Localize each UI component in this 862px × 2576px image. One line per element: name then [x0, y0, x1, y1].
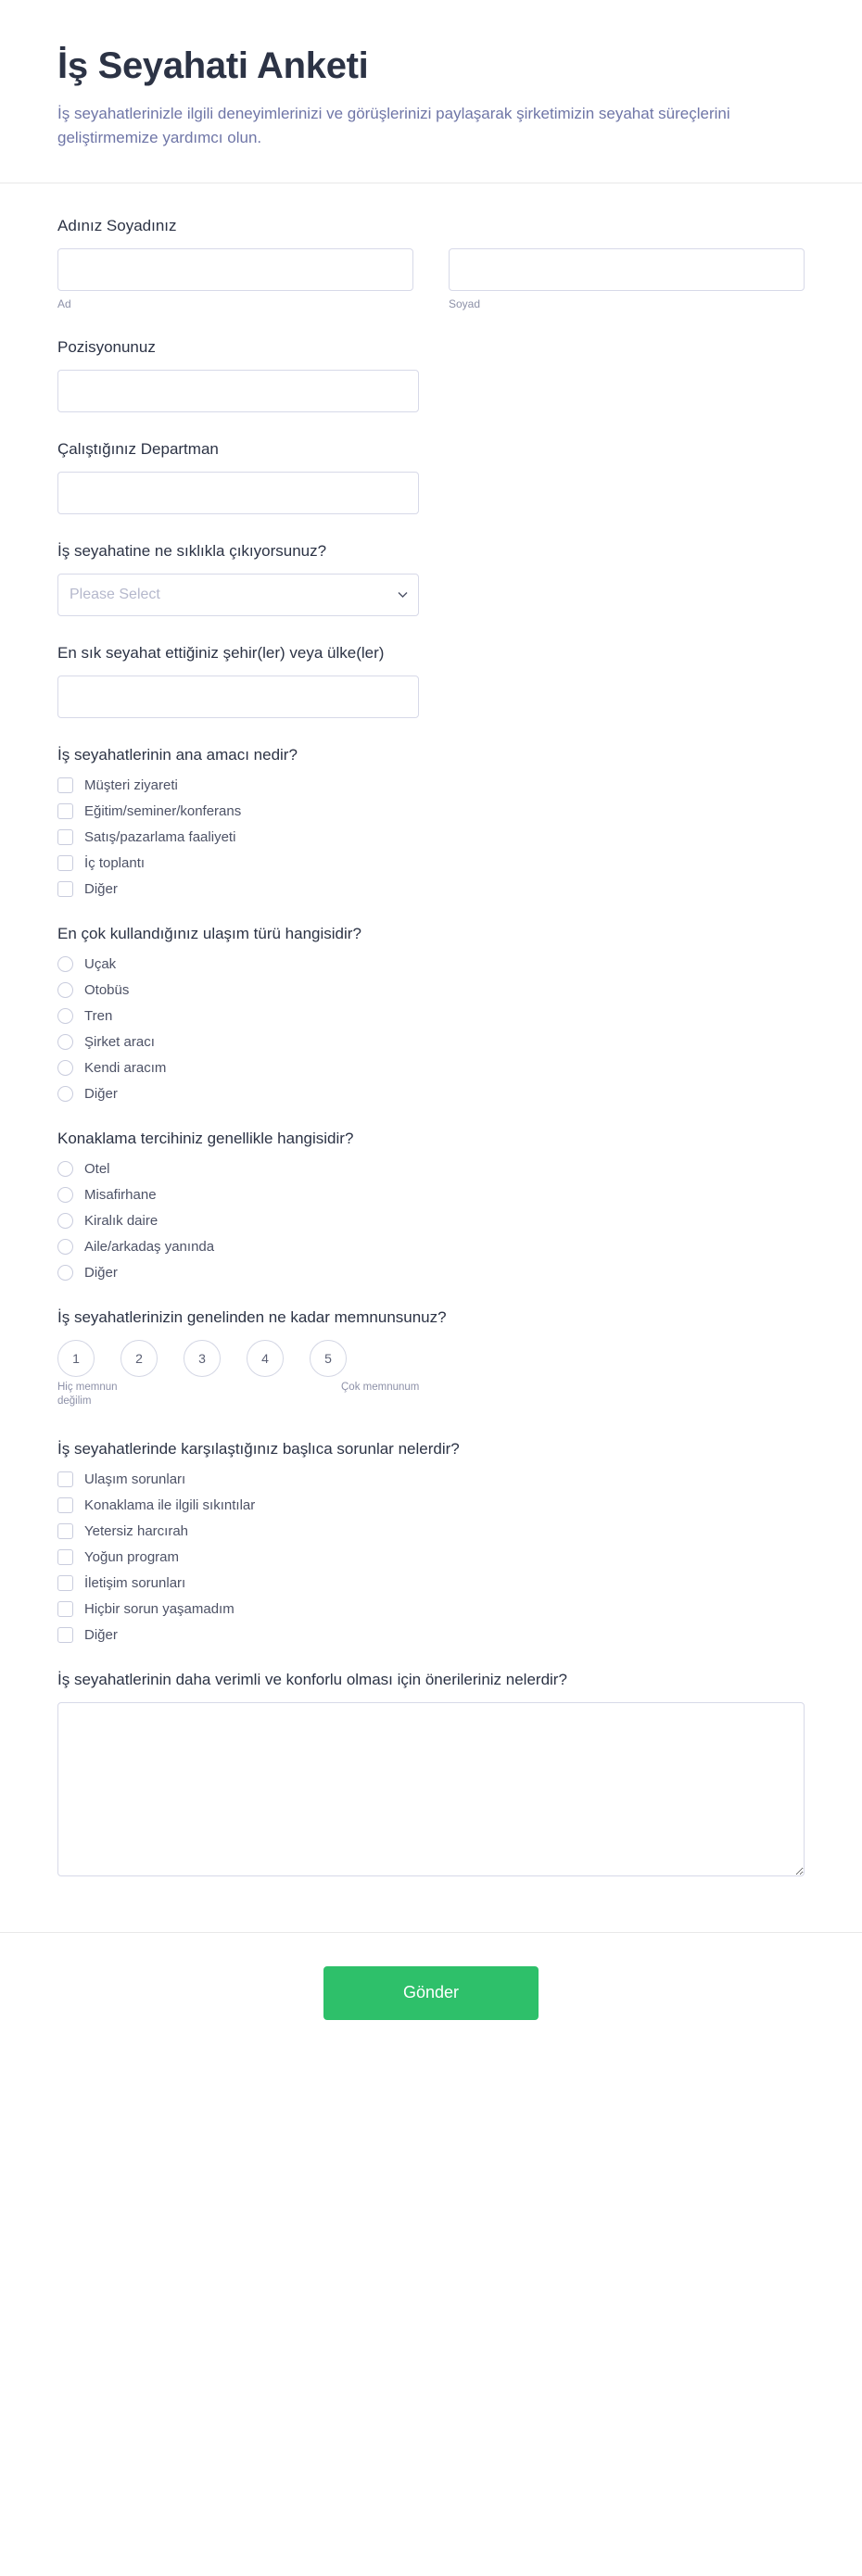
option-label: Müşteri ziyareti [84, 777, 178, 793]
first-name-sublabel: Ad [57, 297, 71, 310]
option-label: Misafirhane [84, 1186, 157, 1203]
question-suggestions [57, 1671, 805, 1876]
scale-captions [57, 1381, 805, 1412]
name-row [57, 248, 805, 310]
checkbox-option[interactable] [57, 803, 805, 819]
cities-input[interactable] [57, 676, 419, 718]
form-footer [0, 1932, 862, 2063]
question-suggestions-label: İş seyahatlerinin daha verimli ve konforlu olması için önerileriniz nelerdir? [57, 1670, 567, 1688]
question-position [57, 338, 805, 412]
checkbox-icon[interactable] [57, 881, 73, 897]
question-department [57, 440, 805, 514]
frequency-select-wrap [57, 574, 419, 616]
question-accommodation [57, 1130, 805, 1281]
checkbox-option[interactable] [57, 1497, 805, 1513]
radio-option[interactable] [57, 982, 805, 998]
option-label: Uçak [84, 955, 117, 972]
question-name [57, 217, 805, 310]
question-purpose-label: İş seyahatlerinin ana amacı nedir? [57, 745, 298, 764]
question-cities [57, 644, 805, 718]
scale-option-3[interactable]: 3 [184, 1340, 221, 1377]
radio-option[interactable] [57, 1008, 805, 1024]
checkbox-option[interactable] [57, 1523, 805, 1539]
radio-option[interactable] [57, 1239, 805, 1255]
radio-option[interactable] [57, 1265, 805, 1281]
option-label: İç toplantı [84, 854, 146, 871]
radio-option[interactable] [57, 1213, 805, 1229]
option-label: Kendi aracım [84, 1059, 167, 1076]
radio-icon[interactable] [57, 1008, 73, 1024]
problems-options [57, 1471, 805, 1643]
radio-option[interactable] [57, 1060, 805, 1076]
checkbox-option[interactable] [57, 1627, 805, 1643]
question-problems-label: İş seyahatlerinde karşılaştığınız başlıca sorunlar nelerdir? [57, 1439, 460, 1458]
radio-option[interactable] [57, 1187, 805, 1203]
scale-option-4[interactable]: 4 [247, 1340, 284, 1377]
radio-icon[interactable] [57, 1265, 73, 1281]
scale-option-5[interactable]: 5 [310, 1340, 347, 1377]
first-name-input[interactable] [57, 248, 413, 291]
radio-icon[interactable] [57, 1034, 73, 1050]
question-transport [57, 925, 805, 1102]
checkbox-icon[interactable] [57, 855, 73, 871]
question-frequency-label: İş seyahatine ne sıklıkla çıkıyorsunuz? [57, 541, 327, 560]
frequency-select[interactable] [57, 574, 419, 616]
option-label: Kiralık daire [84, 1212, 158, 1229]
scale-option-2[interactable]: 2 [120, 1340, 158, 1377]
question-position-label: Pozisyonunuz [57, 337, 156, 356]
position-input[interactable] [57, 370, 419, 412]
checkbox-icon[interactable] [57, 1601, 73, 1617]
radio-icon[interactable] [57, 1213, 73, 1229]
checkbox-icon[interactable] [57, 1575, 73, 1591]
question-satisfaction [57, 1308, 805, 1412]
checkbox-icon[interactable] [57, 829, 73, 845]
page-title: İş Seyahati Anketi [57, 45, 369, 86]
radio-icon[interactable] [57, 1239, 73, 1255]
question-cities-label: En sık seyahat ettiğiniz şehir(ler) veya ülke(ler) [57, 643, 385, 662]
question-department-label: Çalıştığınız Departman [57, 439, 219, 458]
question-transport-label: En çok kullandığınız ulaşım türü hangisidir? [57, 924, 361, 942]
scale-caption-high: Çok memnunum [341, 1381, 420, 1393]
option-label: Şirket aracı [84, 1033, 155, 1050]
accommodation-options [57, 1161, 805, 1281]
scale-option-1[interactable]: 1 [57, 1340, 95, 1377]
radio-icon[interactable] [57, 1086, 73, 1102]
radio-icon[interactable] [57, 1187, 73, 1203]
last-name-col [449, 248, 805, 310]
question-purpose [57, 746, 805, 897]
option-label: Otel [84, 1160, 110, 1177]
purpose-options [57, 777, 805, 897]
question-satisfaction-label: İş seyahatlerinizin genelinden ne kadar memnunsunuz? [57, 1307, 447, 1326]
department-input[interactable] [57, 472, 419, 514]
checkbox-icon[interactable] [57, 1497, 73, 1513]
radio-icon[interactable] [57, 1060, 73, 1076]
radio-icon[interactable] [57, 982, 73, 998]
radio-icon[interactable] [57, 1161, 73, 1177]
option-label: Diğer [84, 880, 118, 897]
satisfaction-scale [57, 1340, 805, 1377]
transport-options [57, 956, 805, 1102]
radio-option[interactable] [57, 1161, 805, 1177]
checkbox-icon[interactable] [57, 1471, 73, 1487]
option-label: Aile/arkadaş yanında [84, 1238, 215, 1255]
checkbox-option[interactable] [57, 1471, 805, 1487]
option-label: Satış/pazarlama faaliyeti [84, 828, 236, 845]
radio-icon[interactable] [57, 956, 73, 972]
checkbox-icon[interactable] [57, 803, 73, 819]
question-accommodation-label: Konaklama tercihiniz genellikle hangisidir? [57, 1129, 354, 1147]
question-frequency [57, 542, 805, 616]
radio-option[interactable] [57, 956, 805, 972]
checkbox-option[interactable] [57, 1575, 805, 1591]
submit-button[interactable]: Gönder [323, 1966, 539, 2020]
checkbox-option[interactable] [57, 1601, 805, 1617]
question-name-label: Adınız Soyadınız [57, 216, 177, 234]
checkbox-option[interactable] [57, 1549, 805, 1565]
option-label: Diğer [84, 1085, 118, 1102]
checkbox-icon[interactable] [57, 1627, 73, 1643]
first-name-col [57, 248, 413, 310]
checkbox-option[interactable] [57, 829, 805, 845]
checkbox-option[interactable] [57, 777, 805, 793]
last-name-input[interactable] [449, 248, 805, 291]
option-label: Ulaşım sorunları [84, 1471, 186, 1487]
radio-option[interactable] [57, 1086, 805, 1102]
option-label: Hiçbir sorun yaşamadım [84, 1600, 235, 1617]
option-label: Yoğun program [84, 1548, 180, 1565]
checkbox-icon[interactable] [57, 777, 73, 793]
radio-option[interactable] [57, 1034, 805, 1050]
option-label: Konaklama ile ilgili sıkıntılar [84, 1496, 256, 1513]
option-label: Diğer [84, 1626, 118, 1643]
checkbox-icon[interactable] [57, 1549, 73, 1565]
form-header [0, 0, 862, 183]
option-label: Eğitim/seminer/konferans [84, 802, 242, 819]
checkbox-option[interactable] [57, 855, 805, 871]
form-body [0, 183, 862, 1932]
checkbox-icon[interactable] [57, 1523, 73, 1539]
option-label: Tren [84, 1007, 113, 1024]
option-label: Yetersiz harcırah [84, 1522, 189, 1539]
option-label: İletişim sorunları [84, 1574, 186, 1591]
last-name-sublabel: Soyad [449, 297, 481, 310]
suggestions-textarea[interactable] [57, 1702, 805, 1876]
question-problems [57, 1440, 805, 1643]
option-label: Otobüs [84, 981, 130, 998]
form-subtitle: İş seyahatlerinizle ilgili deneyimlerinizi ve görüşlerinizi paylaşarak şirketimizin seyahat süreçlerini geliştirmemize yardımcı olun. [57, 105, 730, 147]
option-label: Diğer [84, 1264, 118, 1281]
scale-caption-low: Hiç memnun değilim [57, 1381, 118, 1408]
checkbox-option[interactable] [57, 881, 805, 897]
